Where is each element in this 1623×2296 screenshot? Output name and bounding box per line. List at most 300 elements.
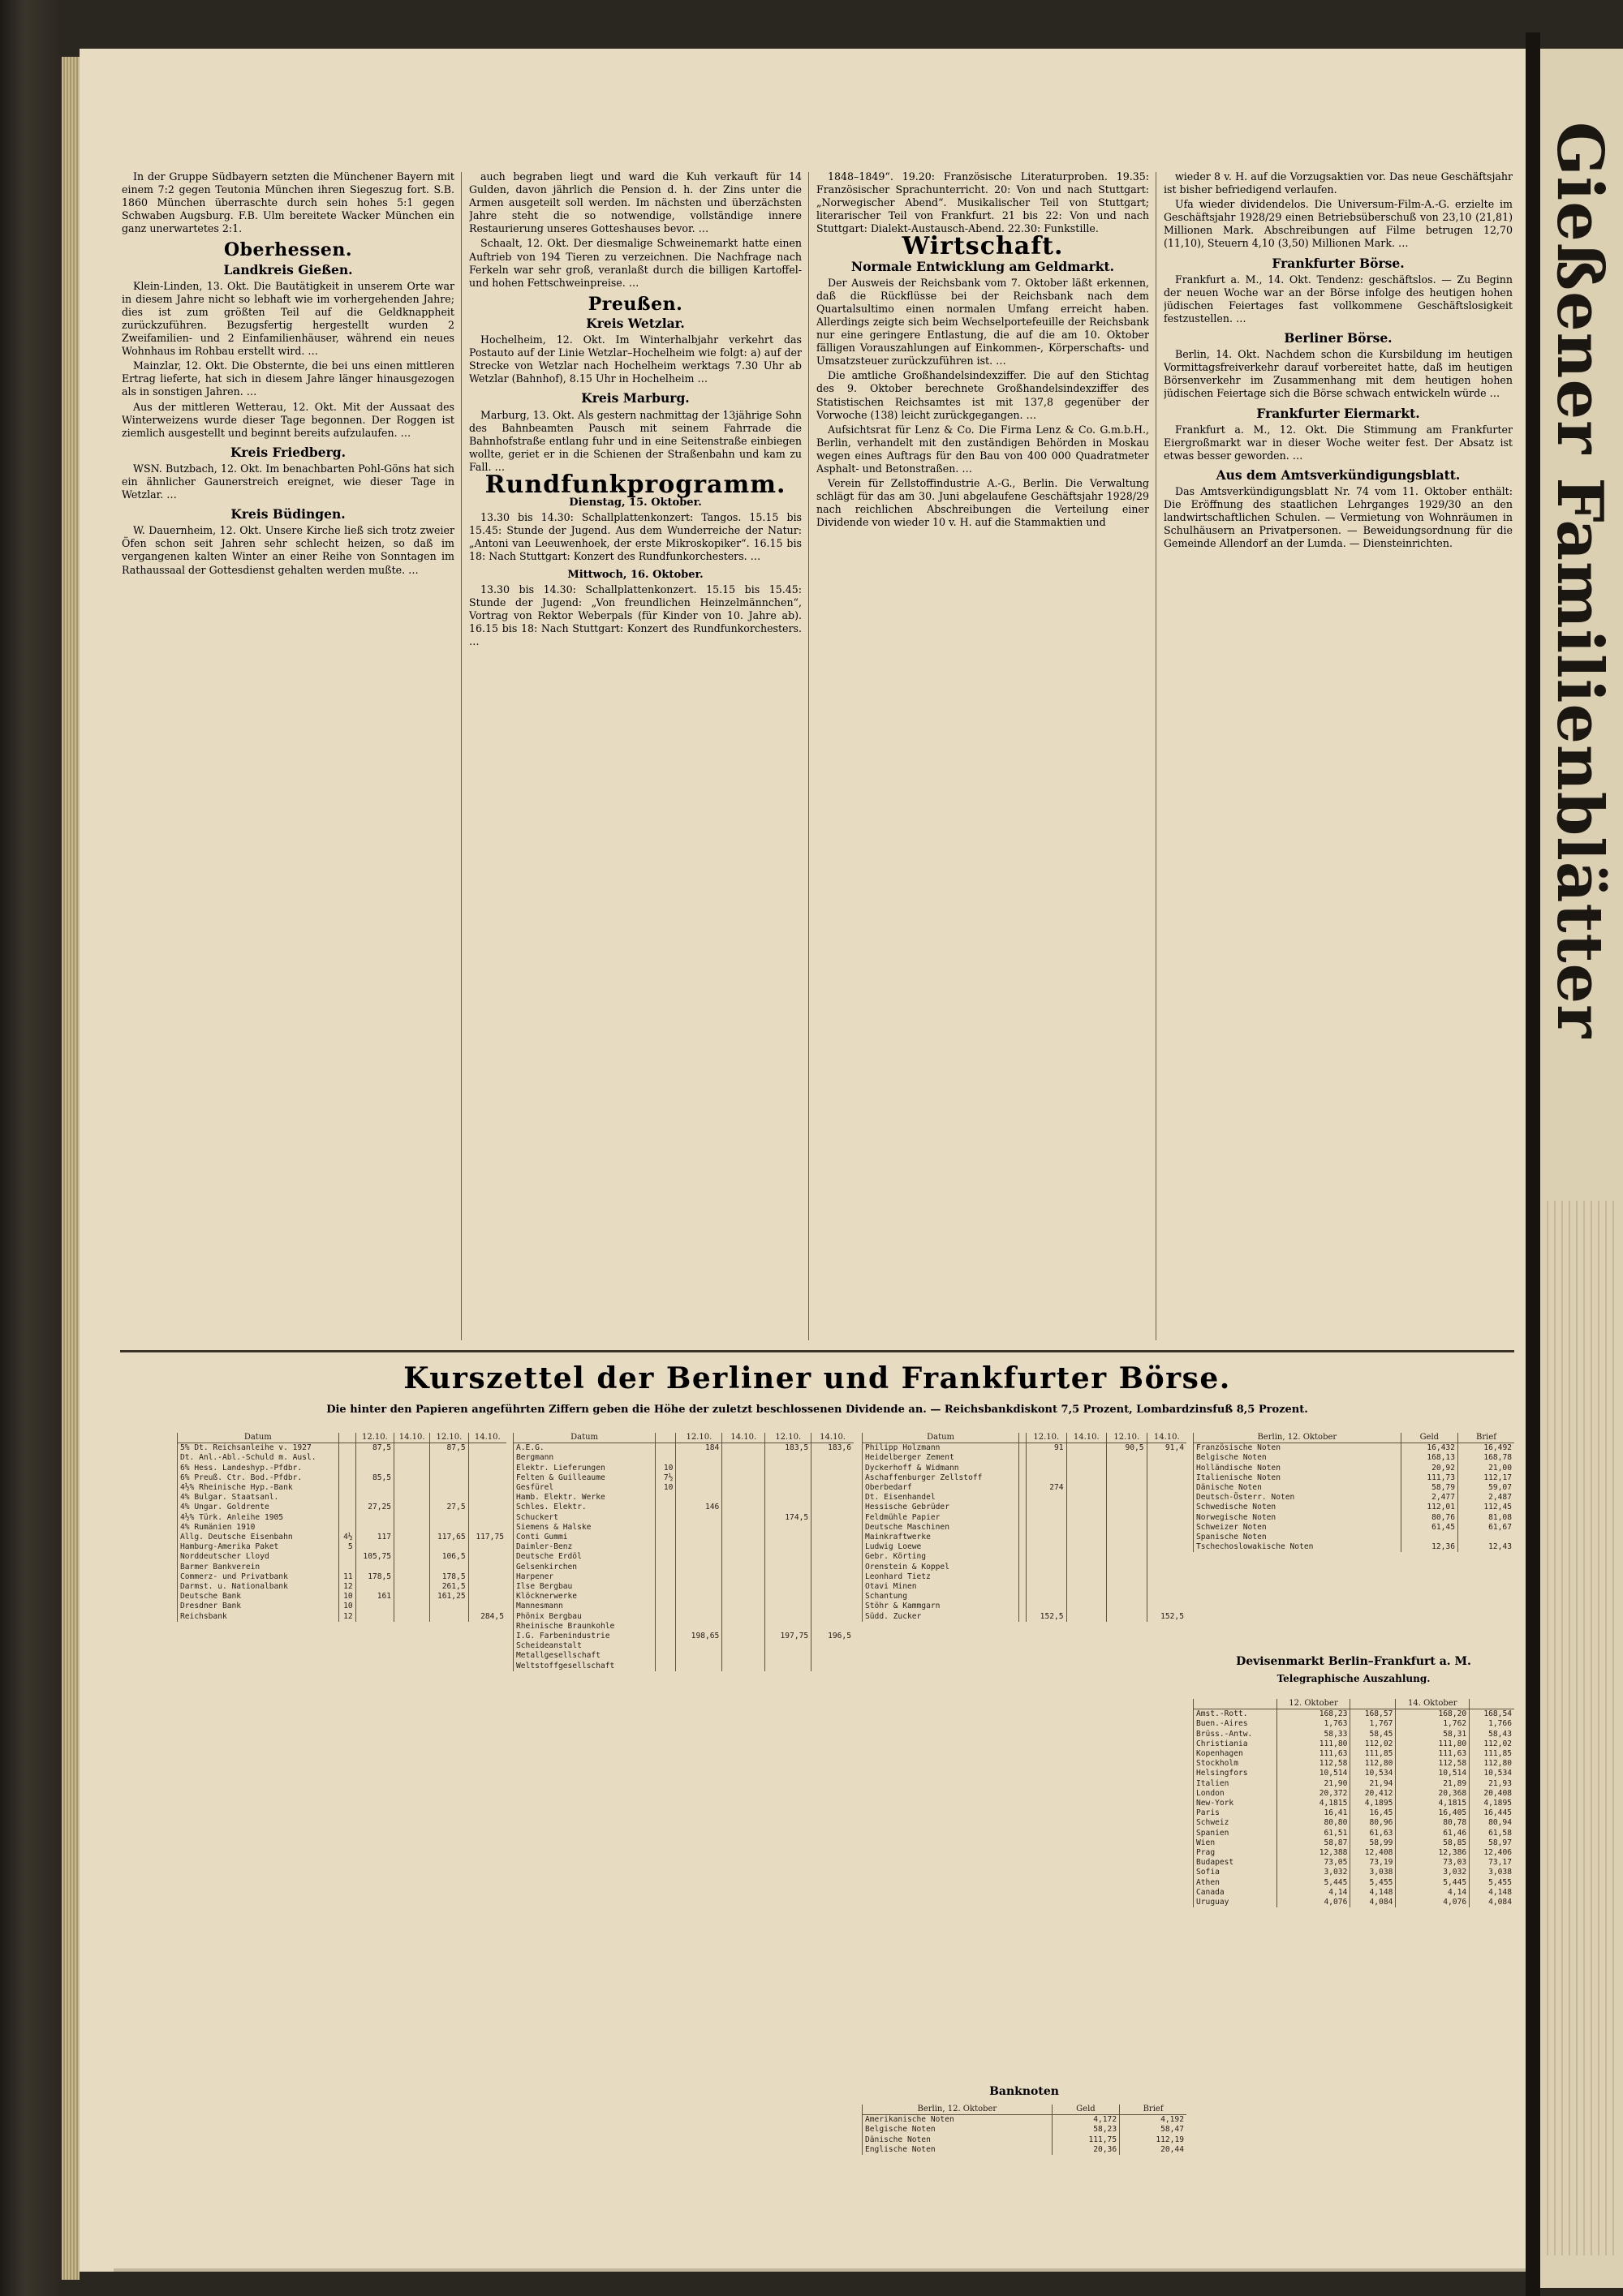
security-name: Schantung (863, 1592, 1019, 1602)
price-cell: 91 (1027, 1443, 1067, 1454)
price-cell (812, 1592, 854, 1602)
price-cell: 20,408 (1470, 1789, 1514, 1799)
price-cell (1066, 1582, 1107, 1592)
price-cell (656, 1582, 676, 1592)
price-cell: 21,90 (1276, 1779, 1350, 1789)
price-cell (722, 1602, 765, 1611)
security-name: Gelsenkirchen (514, 1563, 656, 1572)
price-cell: 12,388 (1276, 1848, 1350, 1858)
price-cell (765, 1592, 812, 1602)
table-row (514, 1602, 855, 1611)
article-marburg: Marburg, 13. Okt. Als gestern nachmittag der 13jährige Sohn des Bahnbeamten Pausch mit seinem Fahrrade die Bahnhofstraße entlang fuhr und in eine Seitenstraße einbiegen wollte, geriet er in die Schienen der Straßenbahn und kam zu Fall. … (469, 408, 802, 473)
banknoten-heading: Banknoten (989, 2085, 1059, 2098)
price-cell (1027, 1572, 1067, 1582)
table-row (178, 1483, 507, 1493)
article-amtsblatt: Das Amtsverkündigungsblatt Nr. 74 vom 11. Oktober enthält: Die Eröffnung des staatlichen Lehrganges 1929/30 an den landwirtschaftlichen Schulen. — Vermietung von Wohnräumen in Schulhäusern an Privatpersonen. — Beweidungsordnung für die Gemeinde Allendorf an der Lumda. — Diensteinrichten. (1164, 484, 1513, 550)
price-cell (394, 1453, 430, 1463)
price-cell: 168,78 (1457, 1453, 1514, 1463)
price-cell: 16,41 (1276, 1808, 1350, 1818)
price-cell (1147, 1582, 1186, 1592)
article-schaalt: Schaalt, 12. Okt. Der diesmalige Schweinemarkt hatte einen Auftrieb von 194 Tieren zu verzeichnen. Die Nachfrage nach Ferkeln war sehr groß, veranlaßt durch die billigen Kartoffel- und hohen Fettschweinpreise. … (469, 237, 802, 289)
price-cell: 3,038 (1470, 1868, 1514, 1877)
price-cell (355, 1513, 394, 1523)
price-cell (1019, 1533, 1027, 1542)
table-row (863, 2145, 1187, 2155)
article-continued: wieder 8 v. H. auf die Vorzugsaktien vor. Das neue Geschäftsjahr ist bisher befriedigend verlaufen. (1164, 170, 1513, 196)
security-name: Siemens & Halske (514, 1523, 656, 1533)
price-cell (765, 1542, 812, 1552)
price-cell (656, 1641, 676, 1651)
price-cell: 21,89 (1396, 1779, 1470, 1789)
table-row (1194, 1769, 1515, 1778)
price-cell (1019, 1513, 1027, 1523)
price-cell (812, 1493, 854, 1503)
price-cell (765, 1493, 812, 1503)
region-heading-preussen: Preußen. (588, 293, 683, 315)
table-row (1194, 1808, 1515, 1818)
price-cell: 112,80 (1350, 1759, 1396, 1769)
security-name: Amst.-Rott. (1194, 1709, 1277, 1720)
security-name: Tschechoslowakische Noten (1194, 1542, 1401, 1552)
table-row (1194, 1898, 1515, 1907)
price-cell: 73,17 (1470, 1858, 1514, 1868)
price-cell (676, 1523, 722, 1533)
price-cell (765, 1572, 812, 1582)
price-cell (394, 1503, 430, 1512)
security-name: Phönix Bergbau (514, 1612, 656, 1622)
price-cell: 4½ (338, 1533, 355, 1542)
price-cell (656, 1651, 676, 1661)
column-rule (808, 172, 809, 1340)
price-cell: 4,076 (1396, 1898, 1470, 1907)
devisen-heading: Devisenmarkt Berlin–Frankfurt a. M. (1236, 1655, 1471, 1668)
price-cell (430, 1453, 468, 1463)
price-cell: 111,73 (1401, 1473, 1457, 1483)
security-name: Leonhard Tietz (863, 1572, 1019, 1582)
security-name: Commerz- und Privatbank (178, 1572, 339, 1582)
security-name: 4% Bulgar. Staatsanl. (178, 1493, 339, 1503)
heading-frankfurter-boerse: Frankfurter Börse. (1272, 255, 1405, 271)
price-cell (676, 1453, 722, 1463)
price-cell: 20,44 (1120, 2145, 1186, 2155)
price-cell: 161 (355, 1592, 394, 1602)
price-cell (468, 1443, 506, 1454)
security-name: Deutsche Maschinen (863, 1523, 1019, 1533)
price-cell (765, 1582, 812, 1592)
price-cell: 80,94 (1470, 1818, 1514, 1828)
price-cell: 111,75 (1052, 2135, 1119, 2145)
security-name: Allg. Deutsche Eisenbahn (178, 1533, 339, 1542)
price-cell: 117,65 (430, 1533, 468, 1542)
table-row (514, 1622, 855, 1632)
adjacent-masthead (1543, 122, 1617, 1176)
table-row (863, 2125, 1187, 2135)
price-cell (812, 1483, 854, 1493)
price-cell (1027, 1503, 1067, 1512)
price-cell: 183,6 (812, 1443, 854, 1454)
price-cell (338, 1453, 355, 1463)
security-name: Ludwig Loewe (863, 1542, 1019, 1552)
table-row (514, 1632, 855, 1641)
price-cell (676, 1483, 722, 1493)
table-row (1194, 1483, 1515, 1493)
table-row (514, 1552, 855, 1562)
price-cell (722, 1622, 765, 1632)
heading-rundfunkprogramm: Rundfunkprogramm. (484, 470, 786, 499)
table-row (863, 1612, 1187, 1622)
security-name: Scheideanstalt (514, 1641, 656, 1651)
table-row (514, 1513, 855, 1523)
security-name: Barmer Bankverein (178, 1563, 339, 1572)
security-name: Stockholm (1194, 1759, 1277, 1769)
price-cell: 197,75 (765, 1632, 812, 1641)
price-cell (1066, 1572, 1107, 1582)
price-cell (394, 1552, 430, 1562)
price-cell: 168,20 (1396, 1709, 1470, 1720)
price-cell (1107, 1483, 1147, 1493)
price-cell (394, 1592, 430, 1602)
price-cell: 112,17 (1457, 1473, 1514, 1483)
table-row (863, 1493, 1187, 1503)
table-row (514, 1483, 855, 1493)
table-row (863, 1523, 1187, 1533)
section-kreis-friedberg: Kreis Friedberg. (230, 444, 347, 460)
security-name: Gesfürel (514, 1483, 656, 1493)
book-binding (0, 0, 62, 2296)
column-4 (1164, 170, 1513, 1339)
col-date-1: 12. Oktober (1276, 1699, 1350, 1709)
price-cell (394, 1493, 430, 1503)
price-cell: 4,076 (1276, 1898, 1350, 1907)
stock-table-2 (513, 1433, 854, 1671)
table-row (178, 1592, 507, 1602)
price-cell: 58,23 (1052, 2125, 1119, 2135)
price-cell (722, 1483, 765, 1493)
price-cell: 7½ (656, 1473, 676, 1483)
security-name: Belgische Noten (1194, 1453, 1401, 1463)
price-cell: 112,19 (1120, 2135, 1186, 2145)
price-cell (468, 1552, 506, 1562)
table-row (1194, 1759, 1515, 1769)
price-cell (722, 1582, 765, 1592)
price-cell (1457, 1533, 1514, 1542)
table-row (1194, 1709, 1515, 1720)
price-cell (812, 1523, 854, 1533)
price-cell: 61,67 (1457, 1523, 1514, 1533)
price-cell: 4,1815 (1276, 1799, 1350, 1808)
price-cell: 90,5 (1107, 1443, 1147, 1454)
price-cell (656, 1612, 676, 1622)
price-cell: 2,487 (1457, 1493, 1514, 1503)
col-date: 14.10. (1147, 1433, 1186, 1443)
section-kreis-marburg: Kreis Marburg. (581, 390, 690, 406)
price-cell (722, 1542, 765, 1552)
price-cell: 11 (338, 1572, 355, 1582)
price-cell (1066, 1612, 1107, 1622)
table-row (1194, 1848, 1515, 1858)
price-cell (1147, 1552, 1186, 1562)
price-cell (1066, 1552, 1107, 1562)
price-cell: 4,14 (1276, 1888, 1350, 1898)
price-cell (722, 1592, 765, 1602)
notes-date-heading: Berlin, 12. Oktober (1194, 1433, 1401, 1443)
table-row (514, 1523, 855, 1533)
price-cell (355, 1602, 394, 1611)
price-cell: 58,33 (1276, 1730, 1350, 1739)
security-name: Hamburg-Amerika Paket (178, 1542, 339, 1552)
price-cell (1027, 1473, 1067, 1483)
price-cell: 58,31 (1396, 1730, 1470, 1739)
price-cell (1019, 1552, 1027, 1562)
price-cell: 1,762 (1396, 1719, 1470, 1729)
article-reichsbank: Der Ausweis der Reichsbank vom 7. Oktober läßt erkennen, daß die Rückflüsse bei der Reichsbank nach dem Quartalsultimo einen normalen Umfang erreicht haben. Allerdings zeigte sich beim Wechselportefeuille der Reichsbank nur eine geringere Entlastung, die auf die am 10. Oktober fälligen Vorauszahlungen auf Einkommen-, Körperschafts- und Umsatzsteuer zurückzuführen ist. … (816, 276, 1149, 368)
security-name: Aschaffenburger Zellstoff (863, 1473, 1019, 1483)
kurszettel-note: Die hinter den Papieren angeführten Ziffern geben die Höhe der zuletzt beschlossenen Dividende an. — Reichsbankdiskont 7,5 Prozent, Lombardzinsfuß 8,5 Prozent. (326, 1404, 1308, 1416)
col-frankfurt-uhr: 14.10. (394, 1433, 430, 1443)
table-row (514, 1651, 855, 1661)
program-wednesday-text: 13.30 bis 14.30: Schallplattenkonzert. 15.15 bis 15.45: Stunde der Jugend: „Von freundlichen Heinzelmännchen“, Vortrag von Rektor Weberpals (für Kinder von 10. Jahre ab). 16.15 bis 18: Nach Stuttgart: Konzert des Rundfunkorchesters. … (469, 583, 802, 647)
price-cell: 3,032 (1396, 1868, 1470, 1877)
price-cell (676, 1542, 722, 1552)
col-datum: Datum (178, 1433, 339, 1443)
security-name: Feldmühle Papier (863, 1513, 1019, 1523)
heading-berliner-boerse: Berliner Börse. (1284, 330, 1393, 346)
price-cell (656, 1503, 676, 1512)
price-cell (765, 1612, 812, 1622)
price-cell (1107, 1464, 1147, 1473)
table-row (1194, 1818, 1515, 1828)
security-name: Dyckerhoff & Widmann (863, 1464, 1019, 1473)
section-landkreis-giessen: Landkreis Gießen. (223, 261, 353, 277)
price-cell: 5,455 (1350, 1878, 1396, 1888)
price-cell (812, 1453, 854, 1463)
price-cell: 21,94 (1350, 1779, 1396, 1789)
security-name: 4% Rumänien 1910 (178, 1523, 339, 1533)
price-cell: 4,1815 (1396, 1799, 1470, 1808)
price-cell: 61,51 (1276, 1829, 1350, 1838)
price-cell (338, 1464, 355, 1473)
price-cell (656, 1572, 676, 1582)
price-cell (656, 1602, 676, 1611)
price-cell (394, 1483, 430, 1493)
price-cell (468, 1483, 506, 1493)
price-cell (430, 1523, 468, 1533)
price-cell (765, 1533, 812, 1542)
price-cell (812, 1612, 854, 1622)
price-cell (676, 1533, 722, 1542)
price-cell: 58,79 (1401, 1483, 1457, 1493)
price-cell (676, 1552, 722, 1562)
security-name: Darmst. u. Nationalbank (178, 1582, 339, 1592)
price-cell: 58,47 (1120, 2125, 1186, 2135)
table-row (1194, 1542, 1515, 1552)
table-row (514, 1503, 855, 1512)
table-row (178, 1542, 507, 1552)
price-cell (676, 1602, 722, 1611)
security-name: Norwegische Noten (1194, 1513, 1401, 1523)
price-cell (656, 1513, 676, 1523)
price-cell (1066, 1453, 1107, 1463)
table-row (1194, 1868, 1515, 1877)
security-name: Schweizer Noten (1194, 1523, 1401, 1533)
price-cell (338, 1473, 355, 1483)
price-cell: 1,767 (1350, 1719, 1396, 1729)
price-cell (468, 1464, 506, 1473)
table-row (514, 1582, 855, 1592)
price-cell: 112,58 (1396, 1759, 1470, 1769)
price-cell: 4,148 (1470, 1888, 1514, 1898)
security-name: Felten & Guilleaume (514, 1473, 656, 1483)
column-2 (469, 170, 802, 1339)
price-cell (1019, 1483, 1027, 1493)
security-name: New-York (1194, 1799, 1277, 1808)
price-cell (468, 1572, 506, 1582)
table-row (1194, 1473, 1515, 1483)
security-name: 6% Hess. Landeshyp.-Pfdbr. (178, 1464, 339, 1473)
price-cell (1147, 1503, 1186, 1512)
price-cell: 4,14 (1396, 1888, 1470, 1898)
price-cell (1019, 1493, 1027, 1503)
price-cell (1066, 1464, 1107, 1473)
price-cell (765, 1473, 812, 1483)
price-cell: 61,63 (1350, 1829, 1396, 1838)
article-berlin-boerse: Berlin, 14. Okt. Nachdem schon die Kursbildung im heutigen Vormittagsfreiverkehr darauf vorbereitet hatte, daß im heutigen Börsenverkehr im Zusammenhang mit dem heutigen hohen jüdischen Feiertage sich die Börse schwach entwickeln würde … (1164, 348, 1513, 400)
price-cell: 73,05 (1276, 1858, 1350, 1868)
price-cell (812, 1622, 854, 1632)
price-cell (812, 1542, 854, 1552)
table-row (863, 1602, 1187, 1611)
price-cell (812, 1533, 854, 1542)
price-cell (1147, 1602, 1186, 1611)
price-cell (394, 1542, 430, 1552)
devisen-table (1193, 1699, 1514, 1907)
price-cell: 112,01 (1401, 1503, 1457, 1512)
table-row (178, 1453, 507, 1463)
article-hochelheim: Hochelheim, 12. Okt. Im Winterhalbjahr verkehrt das Postauto auf der Linie Wetzlar–Hochelheim wie folgt: a) auf der Strecke von Wetzlar nach Hochelheim werktags 7.30 Uhr ab Wetzlar (Bahnhof), 8.15 Uhr in Hochelheim … (469, 333, 802, 385)
price-cell: 58,87 (1276, 1838, 1350, 1848)
price-cell (676, 1582, 722, 1592)
price-cell (765, 1523, 812, 1533)
price-cell (656, 1533, 676, 1542)
table-row (1194, 1749, 1515, 1759)
price-cell (338, 1493, 355, 1503)
price-cell: 80,80 (1276, 1818, 1350, 1828)
price-cell (394, 1533, 430, 1542)
security-name: Bergmann (514, 1453, 656, 1463)
price-cell (1019, 1582, 1027, 1592)
price-cell (355, 1563, 394, 1572)
price-cell: 58,43 (1470, 1730, 1514, 1739)
masthead-title: Gießener Familienblätter (1543, 122, 1617, 1039)
col-berlin-schluss: 12.10. (430, 1433, 468, 1443)
banknote-table-berlin (1193, 1433, 1514, 1552)
price-cell (1027, 1513, 1067, 1523)
price-cell (676, 1572, 722, 1582)
price-cell (722, 1632, 765, 1641)
price-cell: 5,445 (1396, 1878, 1470, 1888)
security-name: Englische Noten (863, 2145, 1053, 2155)
col-date: 14.10. (812, 1433, 854, 1443)
security-name: Hamb. Elektr. Werke (514, 1493, 656, 1503)
price-cell (1066, 1563, 1107, 1572)
price-cell: 274 (1027, 1483, 1067, 1493)
price-cell (1066, 1513, 1107, 1523)
price-cell (1027, 1602, 1067, 1611)
price-cell (1019, 1572, 1027, 1582)
price-cell: 16,45 (1350, 1808, 1396, 1818)
price-cell (394, 1563, 430, 1572)
table-row (1194, 1779, 1515, 1789)
price-cell (812, 1513, 854, 1523)
price-cell: 111,85 (1470, 1749, 1514, 1759)
price-cell (656, 1552, 676, 1562)
price-cell (1147, 1533, 1186, 1542)
table-row (1194, 1739, 1515, 1749)
price-cell: 111,63 (1396, 1749, 1470, 1759)
price-cell (722, 1473, 765, 1483)
security-name: Klöcknerwerke (514, 1592, 656, 1602)
security-name: Deutsch-Österr. Noten (1194, 1493, 1401, 1503)
price-cell (1027, 1533, 1067, 1542)
security-name: Prag (1194, 1848, 1277, 1858)
price-cell (1107, 1533, 1147, 1542)
price-cell (430, 1563, 468, 1572)
security-name: Mainkraftwerke (863, 1533, 1019, 1542)
price-cell: 73,19 (1350, 1858, 1396, 1868)
security-name: Dänische Noten (863, 2135, 1053, 2145)
price-cell (765, 1503, 812, 1512)
price-cell: 112,02 (1350, 1739, 1396, 1749)
table-row (863, 1542, 1187, 1552)
price-cell (722, 1563, 765, 1572)
section-kreis-buedingen: Kreis Büdingen. (230, 506, 346, 522)
price-cell: 12,406 (1470, 1848, 1514, 1858)
col-geld: Geld (1052, 2105, 1119, 2115)
price-cell: 10,534 (1350, 1769, 1396, 1778)
price-cell (1107, 1612, 1147, 1622)
price-cell (1066, 1533, 1107, 1542)
price-cell (1019, 1464, 1027, 1473)
heading-amtsverkuendigungsblatt: Aus dem Amtsverkündigungsblatt. (1216, 467, 1461, 483)
price-cell (676, 1473, 722, 1483)
price-cell (1107, 1473, 1147, 1483)
price-cell: 61,45 (1401, 1523, 1457, 1533)
price-cell: 10 (338, 1602, 355, 1611)
price-cell (812, 1602, 854, 1611)
table-row (1194, 1453, 1515, 1463)
table-row (178, 1493, 507, 1503)
price-cell (468, 1453, 506, 1463)
section-kreis-wetzlar: Kreis Wetzlar. (586, 315, 685, 331)
table-row (178, 1612, 507, 1622)
table-row (863, 1473, 1187, 1483)
table-row (1194, 1829, 1515, 1838)
price-cell (722, 1572, 765, 1582)
security-name: Uruguay (1194, 1898, 1277, 1907)
price-cell: 284,5 (468, 1612, 506, 1622)
price-cell (468, 1542, 506, 1552)
col-datum: Datum (514, 1433, 656, 1443)
bottom-edge-shadow (114, 2268, 1526, 2272)
price-cell: 16,445 (1470, 1808, 1514, 1818)
price-cell (394, 1523, 430, 1533)
price-cell: 1,766 (1470, 1719, 1514, 1729)
price-cell: 4,148 (1350, 1888, 1396, 1898)
price-cell (1019, 1563, 1027, 1572)
price-cell: 168,54 (1470, 1709, 1514, 1720)
price-cell (722, 1503, 765, 1512)
security-name: Budapest (1194, 1858, 1277, 1868)
